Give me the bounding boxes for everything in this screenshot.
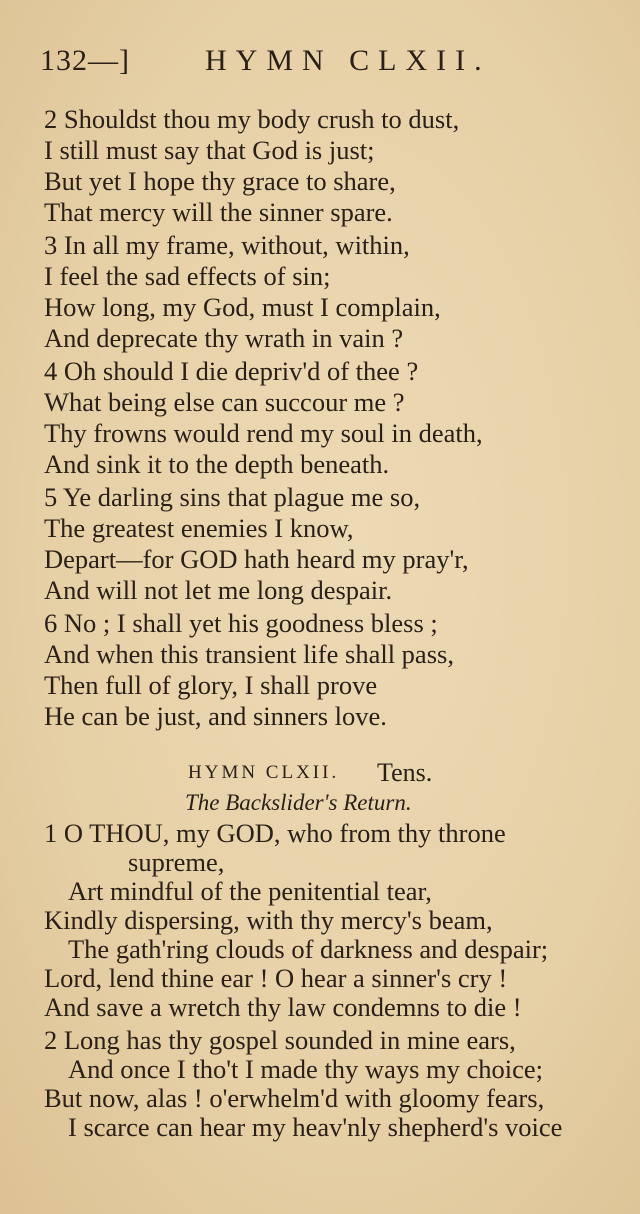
verse-line: He can be just, and sinners love. (44, 701, 387, 731)
verse-line: And sink it to the depth beneath. (44, 449, 390, 479)
running-title: HYMN CLXII. (205, 44, 491, 77)
page-number: 132—] (40, 44, 130, 77)
verse-line: supreme, (128, 847, 225, 877)
verse-line: I scarce can hear my heav'nly shepherd's voice (68, 1112, 563, 1142)
verse-line: And deprecate thy wrath in vain ? (44, 323, 404, 353)
verse-line: 4 Oh should I die depriv'd of thee ? (44, 356, 419, 386)
hymn-subtitle: The Backslider's Return. (185, 790, 412, 815)
verse-line: But now, alas ! o'erwhelm'd with gloomy fears, (44, 1083, 545, 1113)
verse-line: What being else can succour me ? (44, 387, 405, 417)
verse-line: And once I tho't I made thy ways my choice; (68, 1054, 544, 1084)
verse-line: 1 O THOU, my GOD, who from thy throne (44, 818, 506, 848)
hymn-heading (0, 758, 640, 788)
verse-line: 5 Ye darling sins that plague me so, (44, 482, 421, 512)
verse-line: The gath'ring clouds of darkness and despair; (68, 934, 549, 964)
page-header (0, 44, 640, 80)
verse-line: Art mindful of the penitential tear, (68, 876, 432, 906)
verse-line: I feel the sad effects of sin; (44, 261, 331, 291)
verse-line: Depart—for GOD hath heard my pray'r, (44, 544, 469, 574)
verse-line: And will not let me long despair. (44, 575, 393, 605)
verse-line: 2 Long has thy gospel sounded in mine ears, (44, 1025, 516, 1055)
verse-line: And save a wretch thy law condemns to die ! (44, 992, 522, 1022)
verse-line: The greatest enemies I know, (44, 513, 354, 543)
verse-line: I still must say that God is just; (44, 135, 375, 165)
verse-line: 2 Shouldst thou my body crush to dust, (44, 104, 460, 134)
verse-line: Lord, lend thine ear ! O hear a sinner's cry ! (44, 963, 508, 993)
hymn-number: HYMN CLXII. (188, 762, 340, 783)
verse-line: 6 No ; I shall yet his goodness bless ; (44, 608, 438, 638)
verse-line: Thy frowns would rend my soul in death, (44, 418, 483, 448)
verse-line: How long, my God, must I complain, (44, 292, 441, 322)
verse-line: But yet I hope thy grace to share, (44, 166, 396, 196)
verse-line: 3 In all my frame, without, within, (44, 230, 410, 260)
verse-line: And when this transient life shall pass, (44, 639, 454, 669)
verse-line: That mercy will the sinner spare. (44, 197, 393, 227)
hymn-meter: Tens. (377, 758, 433, 787)
verse-line: Then full of glory, I shall prove (44, 670, 378, 700)
verse-line: Kindly dispersing, with thy mercy's beam, (44, 905, 493, 935)
